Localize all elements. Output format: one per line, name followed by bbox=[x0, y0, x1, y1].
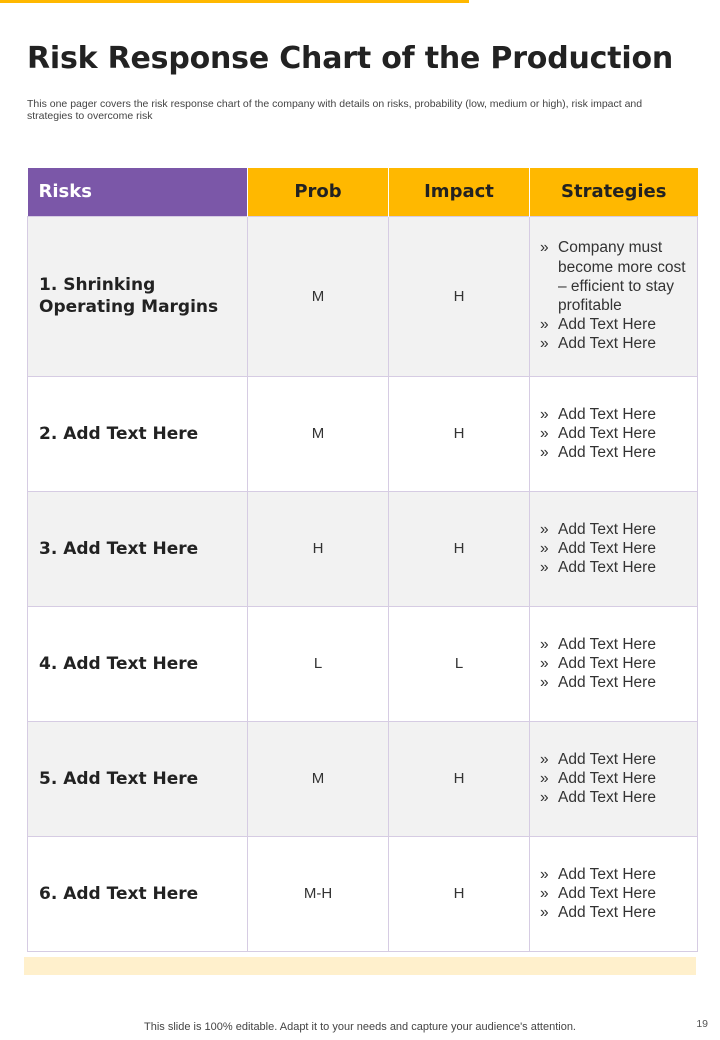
strategy-text: Add Text Here bbox=[558, 654, 656, 672]
bullet-icon: » bbox=[540, 769, 549, 787]
bullet-icon: » bbox=[540, 444, 549, 462]
strategy-item bbox=[540, 539, 691, 558]
table-row bbox=[28, 491, 698, 606]
impact-cell: H bbox=[389, 216, 530, 376]
strategy-text: Add Text Here bbox=[558, 559, 656, 577]
strategy-text: Add Text Here bbox=[558, 424, 656, 442]
bottom-accent-band bbox=[24, 957, 696, 975]
impact-cell: H bbox=[389, 721, 530, 836]
table-header-row bbox=[28, 168, 698, 216]
strategy-text: Add Text Here bbox=[558, 405, 656, 423]
impact-cell: H bbox=[389, 836, 530, 951]
strategy-text: Add Text Here bbox=[558, 335, 656, 353]
strategies-cell bbox=[530, 606, 698, 721]
strategy-text: Add Text Here bbox=[558, 635, 656, 653]
bullet-icon: » bbox=[540, 405, 549, 423]
strategy-item bbox=[540, 315, 691, 334]
strategy-item bbox=[540, 769, 691, 788]
strategy-item bbox=[540, 635, 691, 654]
strategy-text: Add Text Here bbox=[558, 865, 656, 883]
strategies-list bbox=[530, 635, 697, 693]
strategy-item bbox=[540, 238, 691, 315]
probability-cell: M-H bbox=[248, 836, 389, 951]
strategies-list bbox=[530, 238, 697, 353]
table-row bbox=[28, 606, 698, 721]
probability-cell: L bbox=[248, 606, 389, 721]
strategy-item bbox=[540, 405, 691, 424]
bullet-icon: » bbox=[540, 424, 549, 442]
bullet-icon: » bbox=[540, 316, 549, 334]
strategy-text: Add Text Here bbox=[558, 789, 656, 807]
page-number: 19 bbox=[696, 1018, 708, 1030]
probability-cell: M bbox=[248, 721, 389, 836]
bullet-icon: » bbox=[540, 559, 549, 577]
bullet-icon: » bbox=[540, 884, 549, 902]
risk-name-cell: 1. Shrinking Operating Margins bbox=[28, 216, 248, 376]
impact-cell: H bbox=[389, 376, 530, 491]
bullet-icon: » bbox=[540, 750, 549, 768]
strategies-list bbox=[530, 405, 697, 463]
bullet-icon: » bbox=[540, 674, 549, 692]
table-row bbox=[28, 836, 698, 951]
strategy-item bbox=[540, 520, 691, 539]
table-body bbox=[28, 216, 698, 951]
top-accent-bar bbox=[0, 0, 469, 3]
page-subtitle: This one pager covers the risk response chart of the company with details on risks, probability (low, medium or high), risk impact and strategies to overcome risk bbox=[27, 98, 643, 122]
strategy-item bbox=[540, 884, 691, 903]
risk-name-cell: 5. Add Text Here bbox=[28, 721, 248, 836]
strategies-list bbox=[530, 865, 697, 923]
page-title: Risk Response Chart of the Production bbox=[27, 41, 674, 76]
bullet-icon: » bbox=[540, 904, 549, 922]
probability-cell: M bbox=[248, 376, 389, 491]
strategy-item bbox=[540, 673, 691, 692]
bullet-icon: » bbox=[540, 539, 549, 557]
risk-name-cell: 6. Add Text Here bbox=[28, 836, 248, 951]
strategy-item bbox=[540, 788, 691, 807]
table-row bbox=[28, 376, 698, 491]
bullet-icon: » bbox=[540, 789, 549, 807]
strategy-text: Add Text Here bbox=[558, 444, 656, 462]
strategies-cell bbox=[530, 216, 698, 376]
strategy-text: Add Text Here bbox=[558, 520, 656, 538]
header-strategies: Strategies bbox=[530, 168, 698, 216]
strategy-item bbox=[540, 334, 691, 353]
header-risks: Risks bbox=[28, 168, 248, 216]
strategy-text: Add Text Here bbox=[558, 884, 656, 902]
strategies-list bbox=[530, 520, 697, 578]
strategy-item bbox=[540, 424, 691, 443]
strategy-item bbox=[540, 558, 691, 577]
strategies-cell bbox=[530, 376, 698, 491]
risk-name-cell: 3. Add Text Here bbox=[28, 491, 248, 606]
strategies-cell bbox=[530, 836, 698, 951]
header-prob: Prob bbox=[248, 168, 389, 216]
risk-response-table bbox=[27, 168, 698, 952]
bullet-icon: » bbox=[540, 865, 549, 883]
probability-cell: M bbox=[248, 216, 389, 376]
bullet-icon: » bbox=[540, 635, 549, 653]
bullet-icon: » bbox=[540, 654, 549, 672]
header-impact: Impact bbox=[389, 168, 530, 216]
bullet-icon: » bbox=[540, 520, 549, 538]
bullet-icon: » bbox=[540, 335, 549, 353]
strategies-cell bbox=[530, 491, 698, 606]
strategy-text: Add Text Here bbox=[558, 539, 656, 557]
risk-name-cell: 4. Add Text Here bbox=[28, 606, 248, 721]
strategy-item bbox=[540, 865, 691, 884]
table-row bbox=[28, 721, 698, 836]
strategy-text: Add Text Here bbox=[558, 750, 656, 768]
strategy-item bbox=[540, 903, 691, 922]
strategy-text: Add Text Here bbox=[558, 769, 656, 787]
strategy-text: Add Text Here bbox=[558, 316, 656, 334]
table-row bbox=[28, 216, 698, 376]
risk-name-cell: 2. Add Text Here bbox=[28, 376, 248, 491]
strategies-list bbox=[530, 750, 697, 808]
strategy-text: Company must become more cost – efficient to stay profitable bbox=[558, 239, 686, 314]
footer-note: This slide is 100% editable. Adapt it to your needs and capture your audience's attention. bbox=[144, 1021, 576, 1033]
impact-cell: H bbox=[389, 491, 530, 606]
bullet-icon: » bbox=[540, 239, 549, 257]
strategy-text: Add Text Here bbox=[558, 904, 656, 922]
strategy-item bbox=[540, 750, 691, 769]
impact-cell: L bbox=[389, 606, 530, 721]
strategy-text: Add Text Here bbox=[558, 674, 656, 692]
strategy-item bbox=[540, 654, 691, 673]
strategy-item bbox=[540, 443, 691, 462]
strategies-cell bbox=[530, 721, 698, 836]
probability-cell: H bbox=[248, 491, 389, 606]
